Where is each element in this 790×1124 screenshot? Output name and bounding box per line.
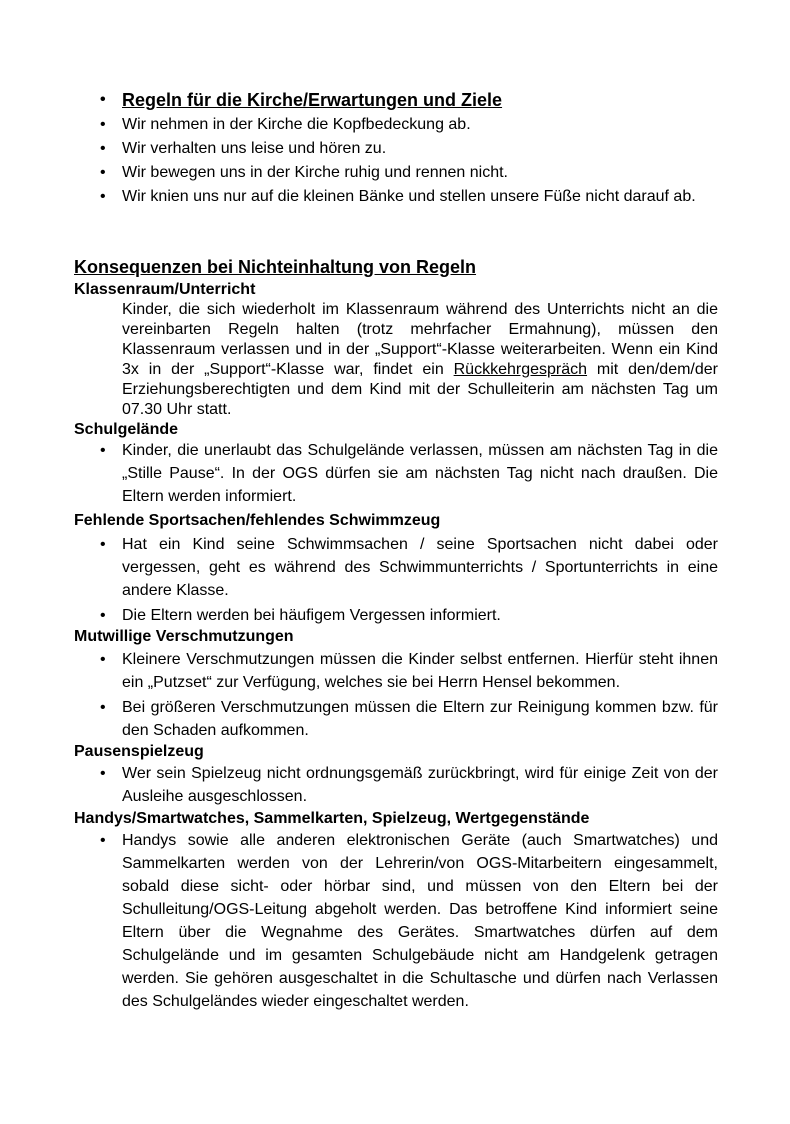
section-heading-sports-gear: Fehlende Sportsachen/fehlendes Schwimmzeug xyxy=(74,512,441,529)
list-item: • Handys sowie alle anderen elektronischen Geräte (auch Smartwatches) und Sammelkarten werden von der Lehrerin/von OGS-Mitarbeitern eingesammelt, sobald diese sicht- oder hörbar sind, und müssen von den Eltern bei der Schulleitung/OGS-Leitung abgeholt werden. Das betroffene Kind informiert seine Eltern über die Wegnahme des Gerätes. Smartwatches dürfen auf dem Schulgelände und im gesamten Schulgebäude nicht am Handgelenk getragen werden. Sie gehören ausgeschaltet in die Schultasche und dürfen nach Verlassen des Schulgeländes wieder eingeschaltet werden. xyxy=(122,829,718,1013)
list-item: • Kinder, die unerlaubt das Schulgelände verlassen, müssen am nächsten Tag in die „Stille Pause“. In der OGS dürfen sie am nächsten Tag nicht nach draußen. Die Eltern werden informiert. xyxy=(122,439,718,508)
sports-gear-list xyxy=(122,533,718,627)
list-item: • Die Eltern werden bei häufigem Vergessen informiert. xyxy=(122,604,718,627)
list-item: • Bei größeren Verschmutzungen müssen die Eltern zur Reinigung kommen bzw. für den Schaden aufkommen. xyxy=(122,696,718,742)
classroom-text-before: Kinder, die sich wiederholt im Klassenraum während des Unterrichts nicht an die vereinbarten Regeln halten (trotz mehrfacher Ermahnung), müssen den Klassenraum verlassen und in der „Support“-Klasse weiterarbeiten. Wenn ein Kind 3x in der „Support“-Klasse war, findet ein xyxy=(122,301,718,378)
list-item: • Kleinere Verschmutzungen müssen die Kinder selbst entfernen. Hierfür steht ihnen ein „Putzset“ zur Verfügung, welches sie bei Herrn Hensel bekommen. xyxy=(122,648,718,694)
list-item: • Wir knien uns nur auf die kleinen Bänke und stellen unsere Füße nicht darauf ab. xyxy=(122,185,720,209)
classroom-text-after: mit den/dem/der Erziehungsberechtigten und dem Kind mit der Schulleiterin am nächsten Tag um 07.30 Uhr statt. xyxy=(122,361,718,418)
section-heading-schoolgrounds: Schulgelände xyxy=(74,421,179,438)
break-toys-list xyxy=(122,762,718,808)
list-item: • Wer sein Spielzeug nicht ordnungsgemäß zurückbringt, wird für einige Zeit von der Ausleihe ausgeschlossen. xyxy=(122,762,718,808)
section-heading-vandalism: Mutwillige Verschmutzungen xyxy=(74,628,294,645)
section-heading-classroom: Klassenraum/Unterricht xyxy=(74,281,256,298)
section-heading-phones: Handys/Smartwatches, Sammelkarten, Spielzeug, Wertgegenstände xyxy=(74,810,590,827)
classroom-paragraph xyxy=(122,300,718,420)
section-heading-break-toys: Pausenspielzeug xyxy=(74,743,204,760)
classroom-text-underlined: Rückkehrgespräch xyxy=(453,361,588,378)
list-item: • Hat ein Kind seine Schwimmsachen / seine Sportsachen nicht dabei oder vergessen, geht es während des Schwimmunterrichts / Sportunterrichts in eine andere Klasse. xyxy=(122,533,718,602)
list-item: • Wir verhalten uns leise und hören zu. xyxy=(122,137,720,161)
list-item: • Wir bewegen uns in der Kirche ruhig und rennen nicht. xyxy=(122,161,720,185)
schoolgrounds-list xyxy=(122,439,718,508)
consequences-title: Konsequenzen bei Nichteinhaltung von Regeln xyxy=(74,257,477,277)
church-rules-list xyxy=(122,88,720,209)
church-rules-heading: • Regeln für die Kirche/Erwartungen und Ziele xyxy=(122,88,720,112)
vandalism-list xyxy=(122,648,718,742)
list-item: • Wir nehmen in der Kirche die Kopfbedeckung ab. xyxy=(122,113,720,137)
phones-list xyxy=(122,829,718,1013)
